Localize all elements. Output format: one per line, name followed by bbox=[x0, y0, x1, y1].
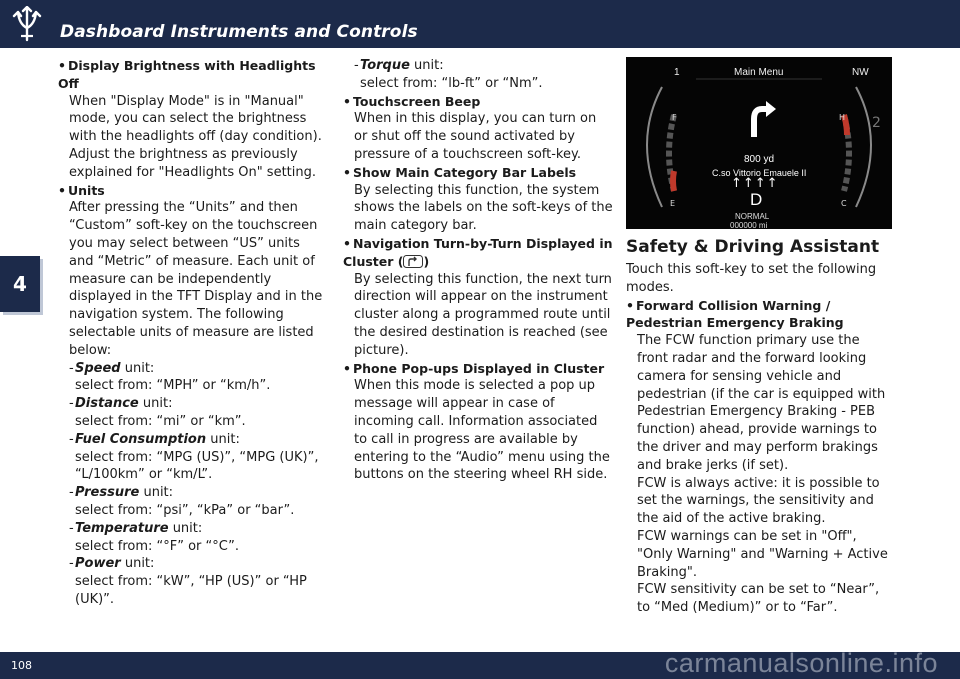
unit-desc: select from: “MPH” or “km/h”. bbox=[75, 378, 271, 394]
temp-hot-label: H bbox=[839, 113, 846, 122]
unit-desc: select from: “kW”, “HP (US)” or “HP (UK)”. bbox=[75, 574, 307, 607]
paragraph: After pressing the “Units” and then “Custom” soft-key on the touchscreen you may select between “US” units and “Metric” of measure. Each unit of measure can be independently displayed in the TFT Display and in the navigation system. The following selectable units of measure are listed below: bbox=[69, 200, 323, 358]
unit-desc: select from: “MPG (US)”, “MPG (UK)”, “L/100km” or “km/L”. bbox=[75, 449, 319, 483]
bullet-heading: • Touchscreen Beep bbox=[343, 93, 481, 109]
paragraph: When this mode is selected a pop up message will appear in case of incoming call. Information associated to call in progress are available by entering to the “Audio” menu using the buttons on the steering wheel RH side. bbox=[354, 378, 610, 483]
paragraph: Touch this soft-key to set the following modes. bbox=[626, 262, 877, 295]
paragraph: When "Display Mode" is in "Manual" mode, you can select the brightness with the headlights off (day condition). Adjust the brightness as previously explained for "Headlights On" setting. bbox=[69, 93, 322, 180]
unit-desc: select from: “psi”, “kPa” or “bar”. bbox=[75, 502, 295, 518]
fuel-full-label: F bbox=[672, 113, 677, 122]
paragraph: FCW is always active: it is possible to set the warnings, the sensitivity and the aid of the active braking. bbox=[637, 475, 880, 527]
odometer: 000000 mi bbox=[730, 221, 768, 229]
street-name: C.so Vittorio Emauele II bbox=[712, 168, 807, 178]
paragraph: By selecting this function, the system shows the labels on the soft-keys of the main category bar. bbox=[354, 182, 613, 234]
unit-item: -Speed unit: bbox=[69, 360, 155, 376]
column-left bbox=[58, 57, 328, 609]
chapter-tab[interactable]: 4 bbox=[0, 256, 40, 312]
paragraph: FCW sensitivity can be set to “Near”, to “Med (Medium)” or to “Far”. bbox=[637, 582, 880, 616]
page-header bbox=[0, 0, 960, 48]
gear-display: D bbox=[750, 190, 763, 209]
unit-desc: select from: “°F” or “°C”. bbox=[75, 538, 239, 554]
bullet-heading: • Units bbox=[58, 182, 105, 198]
unit-item: -Temperature unit: bbox=[69, 520, 203, 536]
paragraph: The FCW function primary use the front radar and the forward looking camera for sensing vehicle and pedestrian (if the car is equipped with Pedestrian Emergency Braking - PEB function) ahead, provide warnings to the driver and may perform brakings and brake jerks (if set). bbox=[637, 333, 886, 473]
paragraph: FCW warnings can be set in "Off", "Only Warning" and "Warning + Active Braking". bbox=[637, 528, 888, 580]
bullet-heading: • Forward Collision Warning / Pedestrian Emergency Braking bbox=[626, 297, 844, 331]
lane-arrows-icon: ↑↑↑↑ bbox=[731, 176, 779, 191]
column-middle bbox=[343, 57, 613, 484]
turn-distance: 800 yd bbox=[744, 154, 775, 165]
page-footer bbox=[0, 648, 960, 679]
tach-mark: 2 bbox=[872, 115, 881, 131]
paragraph: When in this display, you can turn on or shut off the sound activated by pressure of a touchscreen soft-key. bbox=[354, 111, 597, 162]
bullet-heading: • Show Main Category Bar Labels bbox=[343, 164, 577, 180]
section-title: Safety & Driving Assistant bbox=[626, 237, 880, 257]
instrument-cluster-picture bbox=[626, 57, 892, 229]
bullet-heading: • Display Brightness with Headlights Off bbox=[58, 58, 316, 91]
paragraph: By selecting this function, the next turn direction will appear on the instrument cluster along a programmed route until the desired destination is reached (see picture). bbox=[354, 271, 612, 358]
temp-cold-label: C bbox=[841, 199, 847, 208]
trident-logo-icon bbox=[10, 6, 44, 42]
bullet-heading: • Navigation Turn-by-Turn Displayed in Cluster ( ) bbox=[343, 235, 613, 269]
gear-indicator: 1 bbox=[674, 67, 680, 78]
turn-by-turn-icon bbox=[403, 255, 423, 268]
bullet-heading: • Phone Pop-ups Displayed in Cluster bbox=[343, 360, 605, 376]
header-title: Dashboard Instruments and Controls bbox=[60, 22, 418, 42]
watermark: carmanualsonline.info bbox=[664, 648, 938, 678]
compass-heading: NW bbox=[852, 67, 869, 78]
drive-mode: NORMAL bbox=[735, 212, 770, 221]
unit-item: -Pressure unit: bbox=[69, 485, 174, 501]
column-right bbox=[626, 57, 894, 617]
page-number: 108 bbox=[11, 659, 32, 672]
unit-item: -Torque unit: bbox=[354, 58, 444, 73]
unit-desc: select from: “mi” or “km”. bbox=[75, 413, 246, 429]
unit-item: -Distance unit: bbox=[69, 396, 173, 412]
unit-desc: select from: “lb-ft” or “Nm”. bbox=[360, 75, 543, 91]
unit-item: -Power unit: bbox=[69, 556, 155, 572]
unit-item: -Fuel Consumption unit: bbox=[69, 431, 240, 447]
cluster-menu-title: Main Menu bbox=[734, 67, 784, 78]
fuel-empty-label: E bbox=[670, 199, 676, 208]
